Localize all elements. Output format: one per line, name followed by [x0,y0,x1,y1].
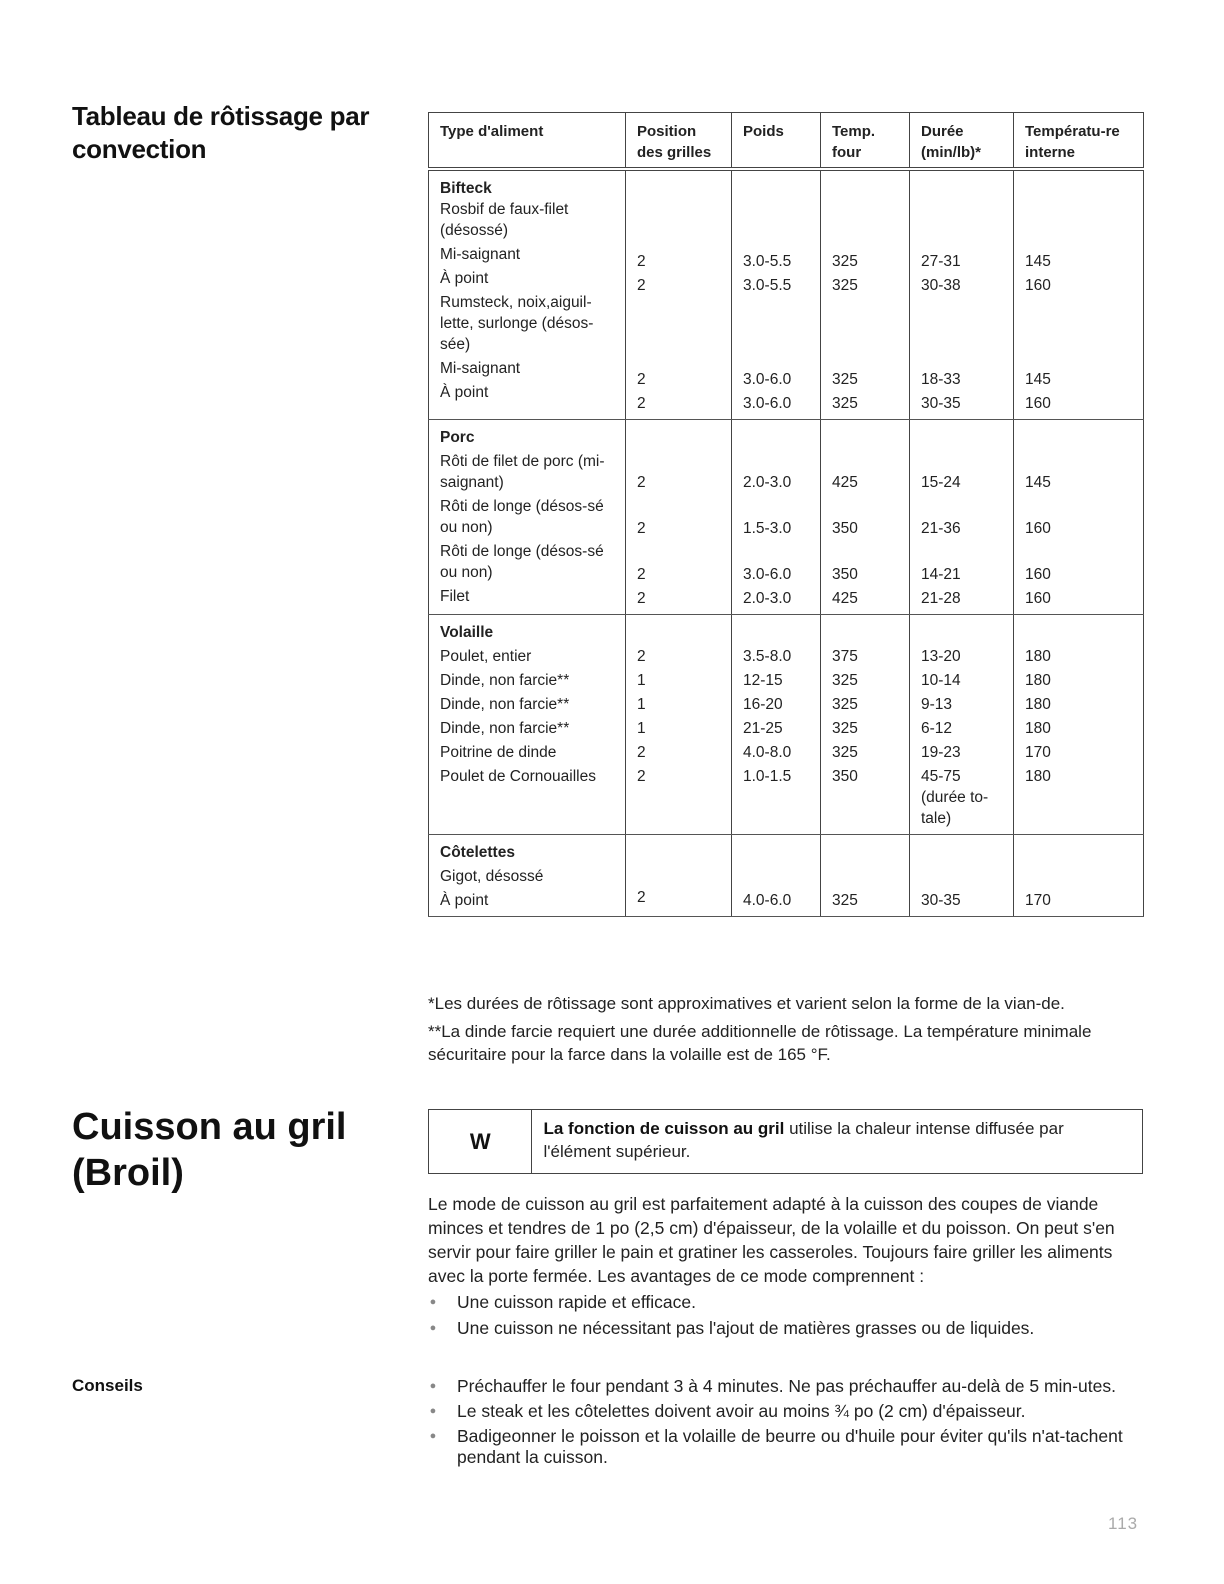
value: 3.0-6.0 [743,566,792,583]
group-volaille [429,615,1144,835]
oven-temp-cell [821,615,910,835]
header-duration: Durée (min/lb)* [910,113,1014,170]
header-oven-temp: Temp. four [821,113,910,170]
value: 325 [832,277,858,294]
value: 21-25 [743,720,783,737]
value: 21-36 [921,520,961,537]
cut-name: Poulet de Cornouailles [440,768,596,785]
cut-name: Poitrine de dinde [440,744,557,761]
value: 3.0-6.0 [743,371,792,388]
duration-cell [910,615,1014,835]
value: 21-28 [921,590,961,607]
value: 1.5-3.0 [743,520,792,537]
value: 350 [832,520,858,537]
value: 27-31 [921,253,961,270]
section-title-broil [72,1104,402,1196]
value: 325 [832,672,858,689]
cut-name: Poulet, entier [440,648,532,665]
doneness-label: À point [440,384,489,401]
list-item-text: Une cuisson rapide et efficace. [457,1292,696,1312]
doneness-label: Mi-saignant [440,246,521,263]
section-title-convection-roast: Tableau de rôtissage par convection [72,101,370,164]
value: 325 [832,892,858,909]
footnote-roast-times: *Les durées de rôtissage sont approximatives et varient selon la forme de la vian-de. [428,994,1065,1013]
value: 180 [1025,768,1051,785]
list-item-text: Préchauffer le four pendant 3 à 4 minutes. Ne pas préchauffer au-delà de 5 min-utes. [457,1376,1116,1396]
cut-name: Dinde, non farcie** [440,720,570,737]
value: 30-35 [921,892,961,909]
value: 180 [1025,720,1051,737]
duration-cell [910,169,1014,420]
header-food-type: Type d'aliment [429,113,626,170]
broil-mode-bold: La fonction de cuisson au gril [543,1119,785,1138]
table-row [429,615,1144,835]
list-item-text: Badigeonner le poisson et la volaille de beurre ou d'huile pour éviter qu'ils n'at-tachent pendant la cuisson. [457,1426,1123,1467]
value: 350 [832,566,858,583]
category-name: Volaille [440,624,494,641]
value: 375 [832,648,858,665]
value: 325 [832,720,858,737]
food-cell [429,835,626,917]
page-number: 113 [1108,1514,1139,1533]
value: 15-24 [921,474,961,491]
group-porc [429,420,1144,615]
bullet-icon: ● [429,1322,437,1334]
category-name: Côtelettes [440,844,515,861]
value: 2 [637,474,646,491]
rack-position-cell [626,835,732,917]
value: 160 [1025,566,1051,583]
header-internal-temp: Températu-re interne [1014,113,1144,170]
value: 12-15 [743,672,783,689]
internal-temp-cell [1014,420,1144,615]
broil-paragraph: Le mode de cuisson au gril est parfaitement adapté à la cuisson des coupes de viande minces et tendres de 1 po (2,5 cm) d'épaisseur, de la volaille et du poisson. On peut s'en servir pour faire griller le pain et gratiner les casseroles. Toujours faire griller les aliments avec la porte fermée. Les avantages de ce mode comprennent : [428,1194,1115,1286]
footnotes [428,992,1143,1071]
value: 3.0-5.5 [743,253,792,270]
value: 2 [637,253,646,270]
value: 2.0-3.0 [743,474,792,491]
value: 2 [637,590,646,607]
value: 2 [637,744,646,761]
oven-temp-cell [821,835,910,917]
value: 180 [1025,672,1051,689]
value: 6-12 [921,720,953,737]
value: 425 [832,474,858,491]
value: 2 [637,520,646,537]
table-row [429,835,1144,917]
value: 325 [832,371,858,388]
bullet-icon: ● [429,1296,437,1308]
footnote-stuffed-turkey: **La dinde farcie requiert une durée additionnelle de rôtissage. La température minimale sécuritaire pour la farce dans la volaille est de 165 °F. [428,1022,1092,1064]
list-item [428,1316,1144,1340]
value: 3.0-5.5 [743,277,792,294]
doneness-label: À point [440,270,489,287]
tips-list [428,1376,1144,1468]
list-item-text: Une cuisson ne nécessitant pas l'ajout de matières grasses ou de liquides. [457,1318,1035,1338]
oven-temp-cell [821,420,910,615]
value: 145 [1025,371,1051,388]
value: 170 [1025,892,1051,909]
duration-cell [910,420,1014,615]
value: 325 [832,744,858,761]
advantages-list [428,1290,1144,1340]
header-rack-position: Position des grilles [626,113,732,170]
value: 425 [832,590,858,607]
cut-name: Rôti de longe (désos-sé ou non) [440,543,604,581]
title-line: (Broil) [72,1152,184,1194]
broil-mode-description [532,1110,1142,1173]
value: 160 [1025,590,1051,607]
value: 4.0-6.0 [743,892,792,909]
table-row [429,169,1144,420]
value: 30-38 [921,277,961,294]
value: 2 [637,648,646,665]
value: 1 [637,696,646,713]
value: 2 [637,768,646,785]
cut-name: Rôti de filet de porc (mi-saignant) [440,453,605,491]
bullet-icon: ● [429,1380,437,1392]
broil-mode-note [428,1109,1143,1174]
internal-temp-cell [1014,615,1144,835]
group-bifteck [429,169,1144,420]
bullet-icon: ● [429,1405,437,1417]
value: 45-75 (durée to-tale) [921,768,989,827]
category-name: Porc [440,429,475,446]
value: 2 [637,395,646,412]
bullet-icon: ● [429,1430,437,1442]
cut-name: Dinde, non farcie** [440,696,570,713]
tips-block [428,1374,1144,1472]
value: 325 [832,696,858,713]
value: 2 [637,566,646,583]
group-cotelettes [429,835,1144,917]
value: 145 [1025,474,1051,491]
value: 1.0-1.5 [743,768,792,785]
doneness-label: Mi-saignant [440,360,521,377]
value: 10-14 [921,672,961,689]
broil-mode-icon: W [429,1110,532,1173]
cut-name: Gigot, désossé [440,868,544,885]
weight-cell [732,615,821,835]
value: 4.0-8.0 [743,744,792,761]
doneness-label: À point [440,892,489,909]
category-name: Bifteck [440,180,492,197]
duration-cell [910,835,1014,917]
food-cell [429,169,626,420]
list-item [428,1401,1144,1422]
list-item [428,1376,1144,1397]
table-row [429,420,1144,615]
value: 1 [637,672,646,689]
weight-cell [732,835,821,917]
value: 160 [1025,277,1051,294]
weight-cell [732,420,821,615]
header-weight: Poids [732,113,821,170]
tips-label: Conseils [72,1376,143,1395]
value: 1 [637,720,646,737]
convection-roast-table [428,112,1144,917]
oven-temp-cell [821,169,910,420]
value: 2 [637,277,646,294]
value: 30-35 [921,395,961,412]
value: 350 [832,768,858,785]
value: 2.0-3.0 [743,590,792,607]
broil-mode-rest: utilise la chaleur intense diffusée par l'élément supérieur. [543,1119,1064,1161]
value: 160 [1025,520,1051,537]
food-cell [429,420,626,615]
value: 9-13 [921,696,953,713]
list-item-text: Le steak et les côtelettes doivent avoir au moins ¾ po (2 cm) d'épaisseur. [457,1401,1026,1421]
rack-position-cell [626,615,732,835]
weight-cell [732,169,821,420]
cut-name: Rumsteck, noix,aiguil-lette, surlonge (désos-sée) [440,294,594,353]
value: 19-23 [921,744,961,761]
internal-temp-cell [1014,169,1144,420]
value: 160 [1025,395,1051,412]
value: 325 [832,395,858,412]
table-header-row [429,113,1144,170]
value: 170 [1025,744,1051,761]
internal-temp-cell [1014,835,1144,917]
list-item [428,1290,1144,1314]
food-cell [429,615,626,835]
value: 2 [637,889,646,906]
list-item [428,1426,1144,1468]
value: 16-20 [743,696,783,713]
cut-name: Filet [440,588,470,605]
value: 13-20 [921,648,961,665]
value: 180 [1025,696,1051,713]
value: 145 [1025,253,1051,270]
value: 14-21 [921,566,961,583]
value: 18-33 [921,371,961,388]
rack-position-cell [626,169,732,420]
cut-name: Rôti de longe (désos-sé ou non) [440,498,604,536]
value: 3.0-6.0 [743,395,792,412]
value: 2 [637,371,646,388]
value: 180 [1025,648,1051,665]
rack-position-cell [626,420,732,615]
broil-body [428,1192,1144,1342]
cut-name: Rosbif de faux-filet (désossé) [440,201,569,239]
cut-name: Dinde, non farcie** [440,672,570,689]
value: 3.5-8.0 [743,648,792,665]
title-line: Cuisson au gril [72,1106,347,1148]
value: 325 [832,253,858,270]
